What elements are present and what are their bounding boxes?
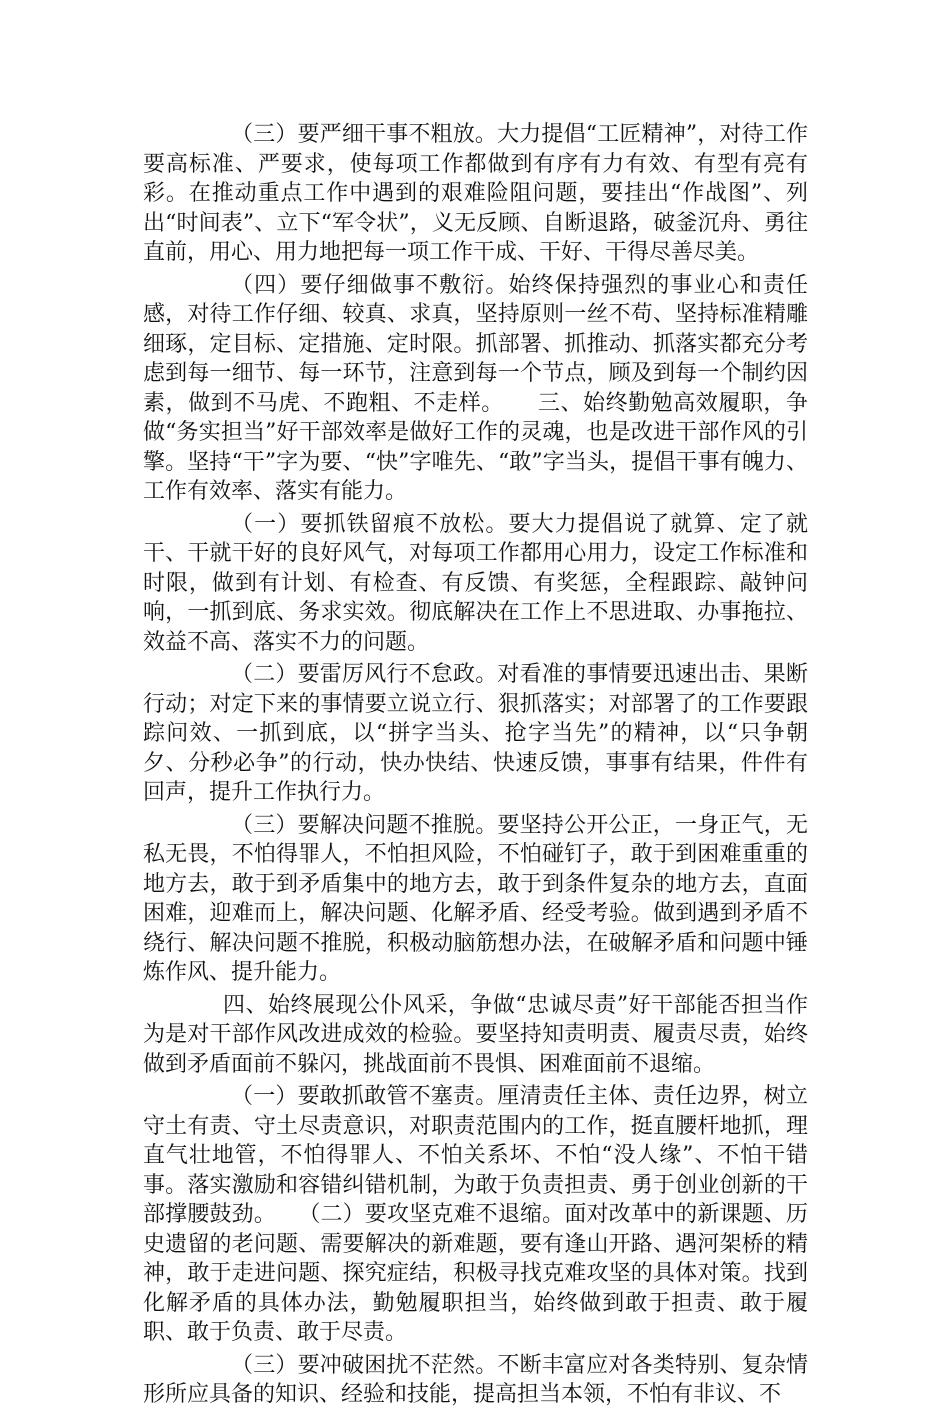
paragraph: （四）要仔细做事不敷衍。始终保持强烈的事业心和责任感，对待工作仔细、较真、求真，坚持原则一丝不苟、坚持标准精雕细琢，定目标、定措施、定时限。抓部署、抓推动、抓落实都充分考虑到每一细节、每一环节，注意到每一个节点，顾及到每一个制约因素，做到不马虎、不跑粗、不走样。 三、始终勤勉高效履职，争做“务实担当”好干部效率是做好工作的灵魂，也是改进干部作风的引擎。坚持“干”字为要、“快”字唯先、“敢”字当头，提倡干事有魄力、工作有效率、落实有能力。: [143, 272, 808, 504]
section-heading-paragraph: 四、始终展现公仆风采，争做“忠诚尽责”好干部能否担当作为是对干部作风改进成效的检验。要坚持知责明责、履责尽责，始终做到矛盾面前不躲闪，挑战面前不畏惧、困难面前不退缩。: [143, 992, 808, 1077]
paragraph: （三）要解决问题不推脱。要坚持公开公正，一身正气，无私无畏，不怕得罪人，不怕担风险，不怕碰钉子，敢于到困难重重的地方去，敢于到矛盾集中的地方去，敢于到条件复杂的地方去，直面困难，迎难而上，解决问题、化解矛盾、经受考验。做到遇到矛盾不绕行、解决问题不推脱，积极动脑筋想办法，在破解矛盾和问题中锤炼作风、提升能力。: [143, 812, 808, 985]
document-page: [143, 120, 808, 1413]
paragraph: （一）要敢抓敢管不塞责。厘清责任主体、责任边界，树立守土有责、守土尽责意识，对职责范围内的工作，挺直腰杆地抓，理直气壮地管，不怕得罪人、不怕关系坏、不怕“没人缘”、不怕干错事。落实激励和容错纠错机制，为敢于负责担责、勇于创业创新的干部撑腰鼓劲。 （二）要攻坚克难不退缩。面对改革中的新课题、历史遗留的老问题、需要解决的新难题，要有逢山开路、遇河架桥的精神，敢于走进问题、探究症结，积极寻找克难攻坚的具体对策。找到化解矛盾的具体办法，勤勉履职担当，始终做到敢于担责、敢于履职、敢于负责、敢于尽责。: [143, 1084, 808, 1345]
paragraph: （三）要冲破困扰不茫然。不断丰富应对各类特别、复杂情形所应具备的知识、经验和技能，提高担当本领，不怕有非议、不: [143, 1352, 808, 1407]
paragraph: （一）要抓铁留痕不放松。要大力提倡说了就算、定了就干、干就干好的良好风气，对每项工作都用心用力，设定工作标准和时限，做到有计划、有检查、有反馈、有奖惩，全程跟踪、敲钟问响，一抓到底、务求实效。彻底解决在工作上不思进取、办事拖拉、效益不高、落实不力的问题。: [143, 511, 808, 655]
paragraph: （二）要雷厉风行不怠政。对看准的事情要迅速出击、果断行动；对定下来的事情要立说立行、狠抓落实；对部署了的工作要跟踪问效、一抓到底，以“拼字当头、抢字当先”的精神，以“只争朝夕、分秒必争”的行动，快办快结、快速反馈，事事有结果，件件有回声，提升工作执行力。: [143, 662, 808, 805]
paragraph: （三）要严细干事不粗放。大力提倡“工匠精神”，对待工作要高标准、严要求，使每项工作都做到有序有力有效、有型有亮有彩。在推动重点工作中遇到的艰难险阻问题，要挂出“作战图”、列出“时间表”、立下“军令状”，义无反顾、自断退路，破釜沉舟、勇往直前，用心、用力地把每一项工作干成、干好、干得尽善尽美。: [143, 122, 808, 265]
